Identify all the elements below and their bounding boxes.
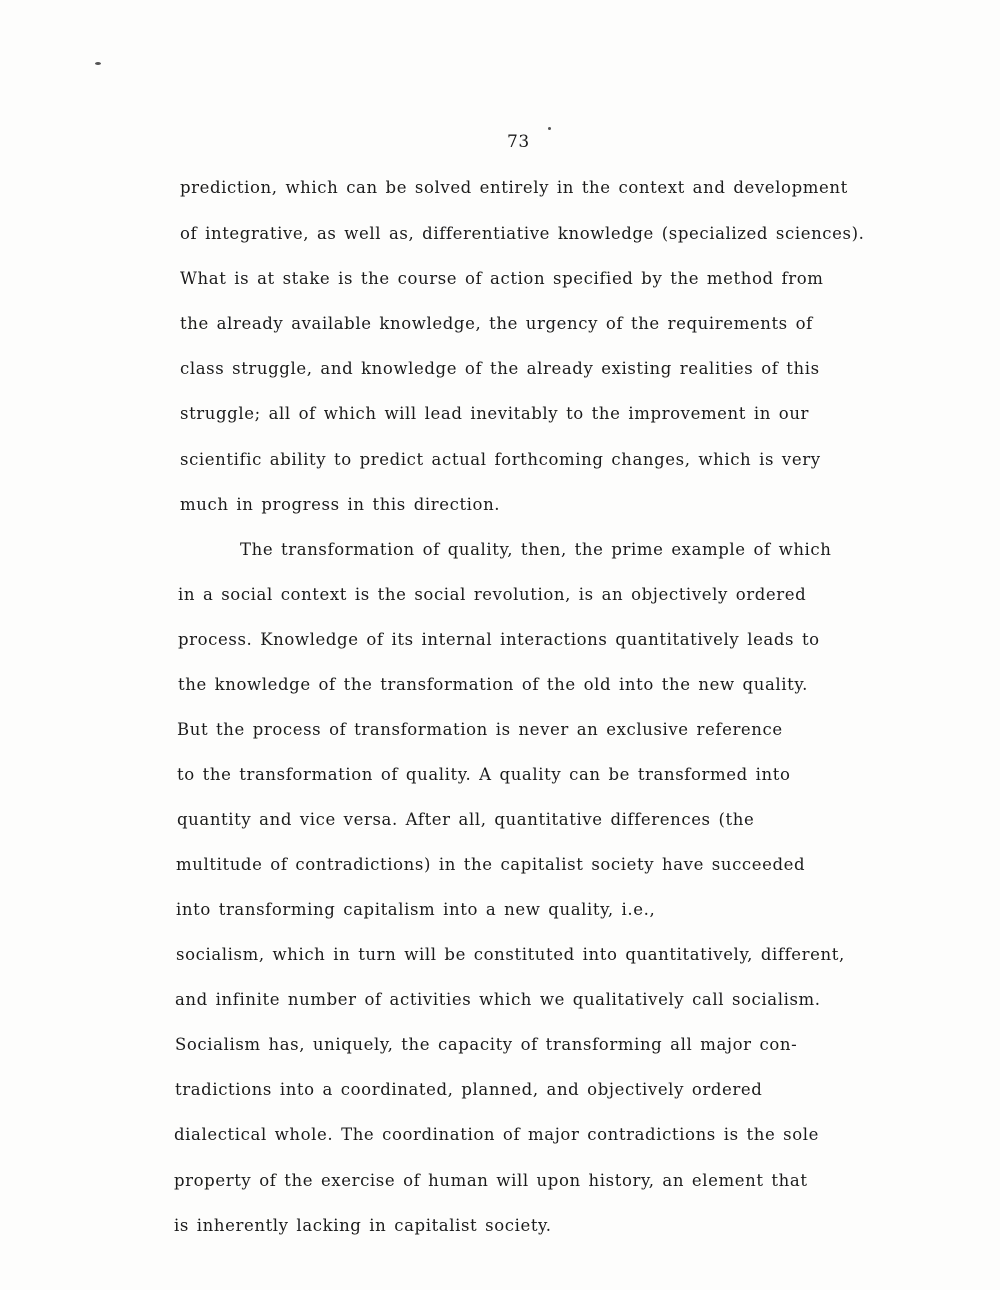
text-line: of integrative, as well as, differentiative knowledge (specialized sciences). xyxy=(180,224,865,243)
text-line: and infinite number of activities which we qualitatively call socialism. xyxy=(175,990,821,1009)
text-line: dialectical whole. The coordination of major contradictions is the sole xyxy=(174,1125,820,1144)
scan-speck xyxy=(95,62,101,65)
text-line: prediction, which can be solved entirely in the context and development xyxy=(180,178,848,197)
text-line: property of the exercise of human will upon history, an element that xyxy=(174,1171,808,1190)
text-line: Socialism has, uniquely, the capacity of transforming all major con- xyxy=(175,1035,798,1054)
scan-speck xyxy=(548,127,551,130)
text-line: struggle; all of which will lead inevitably to the improvement in our xyxy=(180,404,810,423)
text-line: scientific ability to predict actual forthcoming changes, which is very xyxy=(180,450,821,469)
text-line: class struggle, and knowledge of the already existing realities of this xyxy=(180,359,820,378)
page-number: 73 xyxy=(507,132,530,152)
text-line: in a social context is the social revolution, is an objectively ordered xyxy=(178,585,807,604)
text-line: to the transformation of quality. A quality can be transformed into xyxy=(177,765,791,784)
text-line: the knowledge of the transformation of the old into the new quality. xyxy=(178,675,808,694)
text-line: process. Knowledge of its internal interactions quantitatively leads to xyxy=(178,630,820,649)
text-line: into transforming capitalism into a new quality, i.e., xyxy=(176,900,656,919)
text-line: socialism, which in turn will be constituted into quantitatively, different, xyxy=(176,945,845,964)
text-line: quantity and vice versa. After all, quantitative differences (the xyxy=(177,810,755,829)
text-line: multitude of contradictions) in the capitalist society have succeeded xyxy=(176,855,806,874)
text-line: What is at stake is the course of action specified by the method from xyxy=(180,269,824,288)
text-line: is inherently lacking in capitalist society. xyxy=(174,1216,552,1235)
text-line: the already available knowledge, the urgency of the requirements of xyxy=(180,314,813,333)
text-line: The transformation of quality, then, the prime example of which xyxy=(240,540,832,559)
text-line: But the process of transformation is never an exclusive reference xyxy=(177,720,783,739)
text-line: much in progress in this direction. xyxy=(180,495,501,514)
text-line: tradictions into a coordinated, planned, and objectively ordered xyxy=(175,1080,763,1099)
